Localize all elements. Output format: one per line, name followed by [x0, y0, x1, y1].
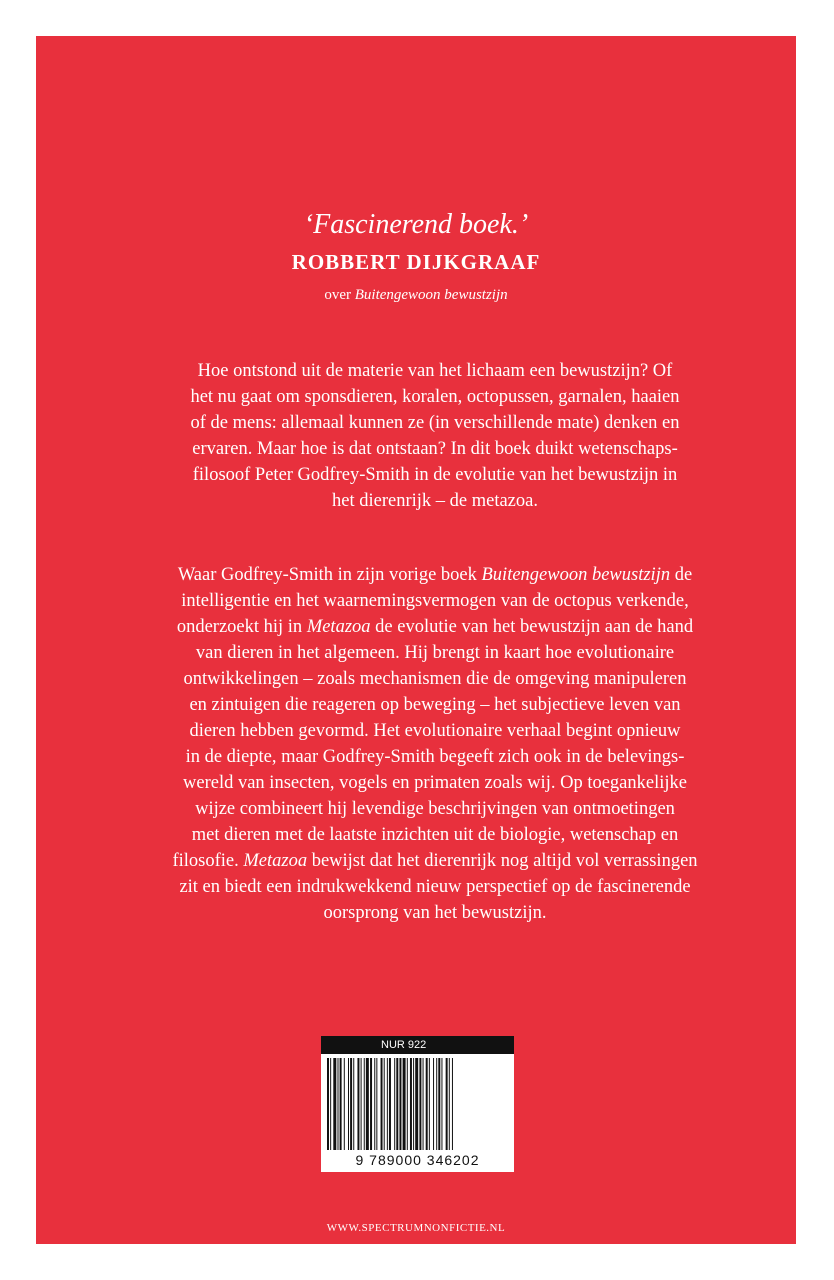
book-title-italic: Metazoa	[243, 851, 308, 871]
barcode-bar	[389, 1058, 391, 1150]
barcode-bar	[364, 1058, 365, 1150]
barcode-bar	[423, 1058, 424, 1150]
barcode-bar	[381, 1058, 383, 1150]
quote-source-title: Buitengewoon bewustzijn	[354, 287, 508, 303]
barcode-bar	[376, 1058, 377, 1150]
barcode-bar	[374, 1058, 375, 1150]
blurb-line: het nu gaat om sponsdieren, koralen, octopussen, garnalen, haaien	[190, 387, 680, 407]
blurb-line	[140, 614, 730, 640]
barcode-bar	[441, 1058, 442, 1150]
blurb-line: of de mens: allemaal kunnen ze (in verschillende mate) denken en	[190, 413, 680, 433]
blurb-text: Waar Godfrey-Smith in zijn vorige boek	[177, 565, 482, 585]
blurb-text: onderzoekt hij in	[176, 617, 307, 637]
blurb-line: Hoe ontstond uit de materie van het lichaam een bewustzijn? Of	[197, 361, 673, 381]
blurb-line: wereld van insecten, vogels en primaten zoals wij. Op toegankelijke	[183, 773, 687, 793]
blurb-text: de evolutie van het bewustzijn aan de hand	[370, 617, 694, 637]
barcode-bar	[340, 1058, 342, 1150]
blurb-line: wijze combineert hij levendige beschrijvingen van ontmoetingen	[195, 799, 675, 819]
publisher-website: WWW.SPECTRUMNONFICTIE.NL	[326, 1222, 506, 1234]
barcode-bar	[449, 1058, 450, 1150]
barcode-bar	[350, 1058, 352, 1150]
barcode-bar	[436, 1058, 437, 1150]
barcode-bar	[399, 1058, 401, 1150]
barcode-bar	[419, 1058, 421, 1150]
barcode-bar	[344, 1058, 345, 1150]
book-title-italic: Buitengewoon bewustzijn	[481, 565, 671, 585]
quote-author: ROBBERT DIJKGRAAF	[291, 250, 541, 274]
barcode-bar	[348, 1058, 349, 1150]
blurb-line: dieren hebben gevormd. Het evolutionaire verhaal begint opnieuw	[189, 721, 681, 741]
blurb-line: zit en biedt een indrukwekkend nieuw perspectief op de fascinerende	[179, 877, 691, 897]
barcode-bar	[387, 1058, 388, 1150]
blurb-line: oorsprong van het bewustzijn.	[323, 903, 547, 923]
barcode-bar	[396, 1058, 398, 1150]
barcode-bar	[357, 1058, 359, 1150]
quote-source	[36, 287, 796, 304]
barcode-bar	[426, 1058, 428, 1150]
blurb-line: in de diepte, maar Godfrey-Smith begeeft zich ook in de belevings-	[185, 747, 685, 767]
barcode-bar	[446, 1058, 448, 1150]
blurb-line	[140, 562, 730, 588]
barcode-bar	[370, 1058, 372, 1150]
barcode-bar	[403, 1058, 406, 1150]
barcode-bar	[429, 1058, 430, 1150]
blurb-line: intelligentie en het waarnemingsvermogen van de octopus verkende,	[181, 591, 689, 611]
barcode-bar	[410, 1058, 412, 1150]
barcode	[321, 1036, 514, 1172]
barcode-bar	[384, 1058, 385, 1150]
blurb-text: filosofie.	[172, 851, 244, 871]
barcode-bar	[438, 1058, 440, 1150]
quote-source-prefix: over	[324, 287, 355, 303]
blurb-text: de	[670, 565, 693, 585]
blurb-line: ontwikkelingen – zoals mechanismen die de omgeving manipuleren	[183, 669, 687, 689]
barcode-bar	[366, 1058, 369, 1150]
barcode-bar	[413, 1058, 414, 1150]
barcode-bar	[394, 1058, 395, 1150]
isbn-number: 9 789000 346202	[355, 1152, 480, 1168]
barcode-bar	[415, 1058, 418, 1150]
blurb-line	[140, 848, 730, 874]
blurb-line: van dieren in het algemeen. Hij brengt in kaart hoe evolutionaire	[195, 643, 675, 663]
quote: ‘Fascinerend boek.’	[303, 209, 529, 240]
barcode-bar	[407, 1058, 408, 1150]
blurb-line: en zintuigen die reageren op beweging – het subjectieve leven van	[189, 695, 681, 715]
blurb-line: met dieren met de laatste inzichten uit de biologie, wetenschap en	[191, 825, 679, 845]
barcode-bars	[327, 1058, 508, 1150]
blurb-line: ervaren. Maar hoe is dat ontstaan? In dit boek duikt wetenschaps-	[192, 439, 678, 459]
barcode-bar	[327, 1058, 329, 1150]
barcode-bar	[333, 1058, 336, 1150]
nur-code: NUR 922	[321, 1036, 514, 1054]
blurb-paragraph-2	[140, 562, 730, 926]
barcode-bar	[338, 1058, 339, 1150]
blurb-line: het dierenrijk – de metazoa.	[332, 491, 538, 511]
barcode-bar	[452, 1058, 453, 1150]
barcode-bar	[330, 1058, 331, 1150]
blurb-line: filosoof Peter Godfrey-Smith in de evolutie van het bewustzijn in	[192, 465, 678, 485]
barcode-bar	[353, 1058, 354, 1150]
barcode-bar	[433, 1058, 434, 1150]
blurb-text: bewijst dat het dierenrijk nog altijd vol verrassingen	[307, 851, 698, 871]
blurb-paragraph-1	[140, 358, 730, 514]
barcode-bar	[361, 1058, 362, 1150]
book-title-italic: Metazoa	[306, 617, 371, 637]
